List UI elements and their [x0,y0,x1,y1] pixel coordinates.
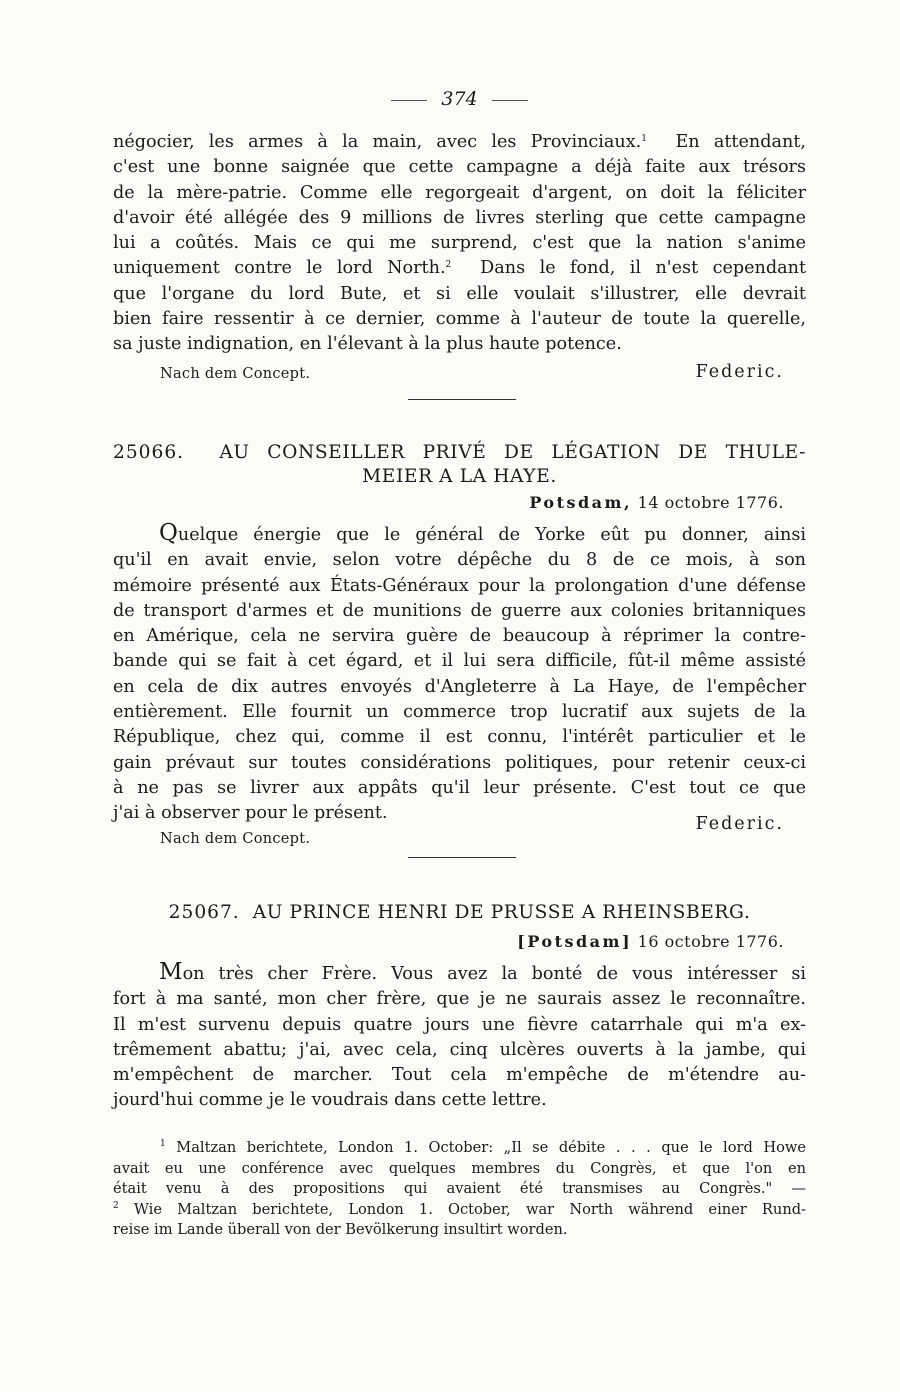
source-note: Nach dem Concept. [160,831,311,847]
text-line: gain prévaut sur toutes considérations politiques, pour retenir ceux-ci [113,752,806,773]
text-line: bande qui se fait à cet égard, et il lui sera difficile, fût-il même assisté [113,651,806,672]
letter-date: 16 octobre 1776. [637,932,784,951]
letter-heading [113,441,806,489]
text-line: Mon très cher Frère. Vous avez la bonté de vous intéresser si [159,959,806,985]
text-line: bien faire ressentir à ce dernier, comme à l'auteur de toute la querelle, [113,309,806,330]
footnote-ref-2: 2 [445,260,452,271]
text-line: en cela de dix autres envoyés d'Angleterre à La Haye, de l'empêcher [113,676,806,697]
page-number-header [113,88,806,110]
place-name: Potsdam, [529,493,633,512]
text-line: j'ai à observer pour le présent. [113,803,388,824]
footnote-line: $^2$ Wie Maltzan berichtete, London 1. October, war North während einer Rund- [113,1200,806,1218]
text-line: de transport d'armes et de munitions de guerre aux colonies britanniques [113,600,806,621]
place-name: [Potsdam] [517,932,633,951]
text-line: uniquement contre le lord North.$^2$ Dans le fond, il n'est cependant [113,258,807,279]
text-line: de la mère-patrie. Comme elle regorgeait d'argent, on doit la féliciter [113,182,806,203]
source-note: Nach dem Concept. [160,366,311,382]
letter-body [113,960,806,1114]
text-line: d'avoir été allégée des 9 millions de livres sterling que cette campagne [113,207,806,228]
page-number: 374 [441,88,478,110]
drop-capital: Q [159,520,178,546]
header-rule-right [492,100,528,101]
text-line: sa juste indignation, en l'élevant à la plus haute potence. [113,334,622,355]
text-line: c'est une bonne saignée que cette campagne a déjà faite aux trésors [113,157,806,178]
footnote-line: $^1$ Maltzan berichtete, London 1. October: „Il se débite . . . que le lord Howe [160,1139,806,1156]
letter-heading [113,901,806,925]
text-line: Il m'est survenu depuis quatre jours une fièvre catarrhale qui m'a ex- [113,1014,806,1035]
footnote-line: avait eu une conférence avec quelques membres du Congrès, et que l'on en [113,1159,806,1177]
text-line: en Amérique, cela ne servira guère de beaucoup à réprimer la contre- [113,626,806,647]
letter-dateline [517,932,784,951]
text-line: mémoire présenté aux États-Généraux pour la prolongation d'une défense [113,575,806,596]
header-rule-left [391,100,427,101]
section-divider [408,399,516,400]
letter-date: 14 octobre 1776. [637,493,784,512]
footnote-mark-2: 2 [113,1200,119,1211]
signature: Federic. [695,362,784,382]
section-divider [408,857,516,858]
footnote-line: reise im Lande überall von der Bevölkerung insultirt worden. [113,1221,568,1238]
text-line: qu'il en avait envie, selon votre dépêche du 8 de ce mois, à son [113,550,806,571]
text-line: entièrement. Elle fournit un commerce trop lucratif aux sujets de la [113,702,806,723]
footnote-line: était venu à des propositions qui avaient été transmises au Congrès." — [113,1180,806,1197]
heading-line: AU PRINCE HENRI DE PRUSSE A RHEINSBERG. [252,902,751,923]
text-line: Quelque énergie que le général de Yorke eût pu donner, ainsi [159,520,806,546]
footnote-ref-1: 1 [641,134,647,144]
text-line: à ne pas se livrer aux appâts qu'il leur présente. C'est tout ce que [113,777,806,798]
signature: Federic. [695,814,784,834]
letter-body [113,521,806,827]
continuation-paragraph [113,130,806,358]
text-line: m'empêchent de marcher. Tout cela m'empêche de m'étendre au- [113,1065,806,1086]
text-line: lui a coûtés. Mais ce qui me surprend, c'est que la nation s'anime [113,233,806,254]
text-line: fort à ma santé, mon cher frère, que je ne saurais assez le reconnaître. [113,989,806,1010]
text-line: trêmement abattu; j'ai, avec cela, cinq ulcères ouverts à la jambe, qui [113,1039,806,1060]
letter-number: 25067. [168,902,240,923]
heading-line: 25066. AU CONSEILLER PRIVÉ DE LÉGATION DE THULE- [113,442,807,463]
footnotes [113,1138,806,1241]
letter-dateline [529,493,784,512]
text-line: que l'organe du lord Bute, et si elle voulait s'illustrer, elle devrait [113,283,806,304]
letter-number: 25066. [113,442,185,463]
text-line: négocier, les armes à la main, avec les Provinciaux.$^1$ En attendant, [113,132,806,152]
text-line: jourd'hui comme je le voudrais dans cette lettre. [113,1090,547,1111]
footnote-mark-1: 1 [160,1139,166,1149]
drop-capital: M [159,959,183,985]
heading-line: MEIER A LA HAYE. [362,466,557,487]
text-line: République, chez qui, comme il est connu, l'intérêt particulier et le [113,727,806,748]
